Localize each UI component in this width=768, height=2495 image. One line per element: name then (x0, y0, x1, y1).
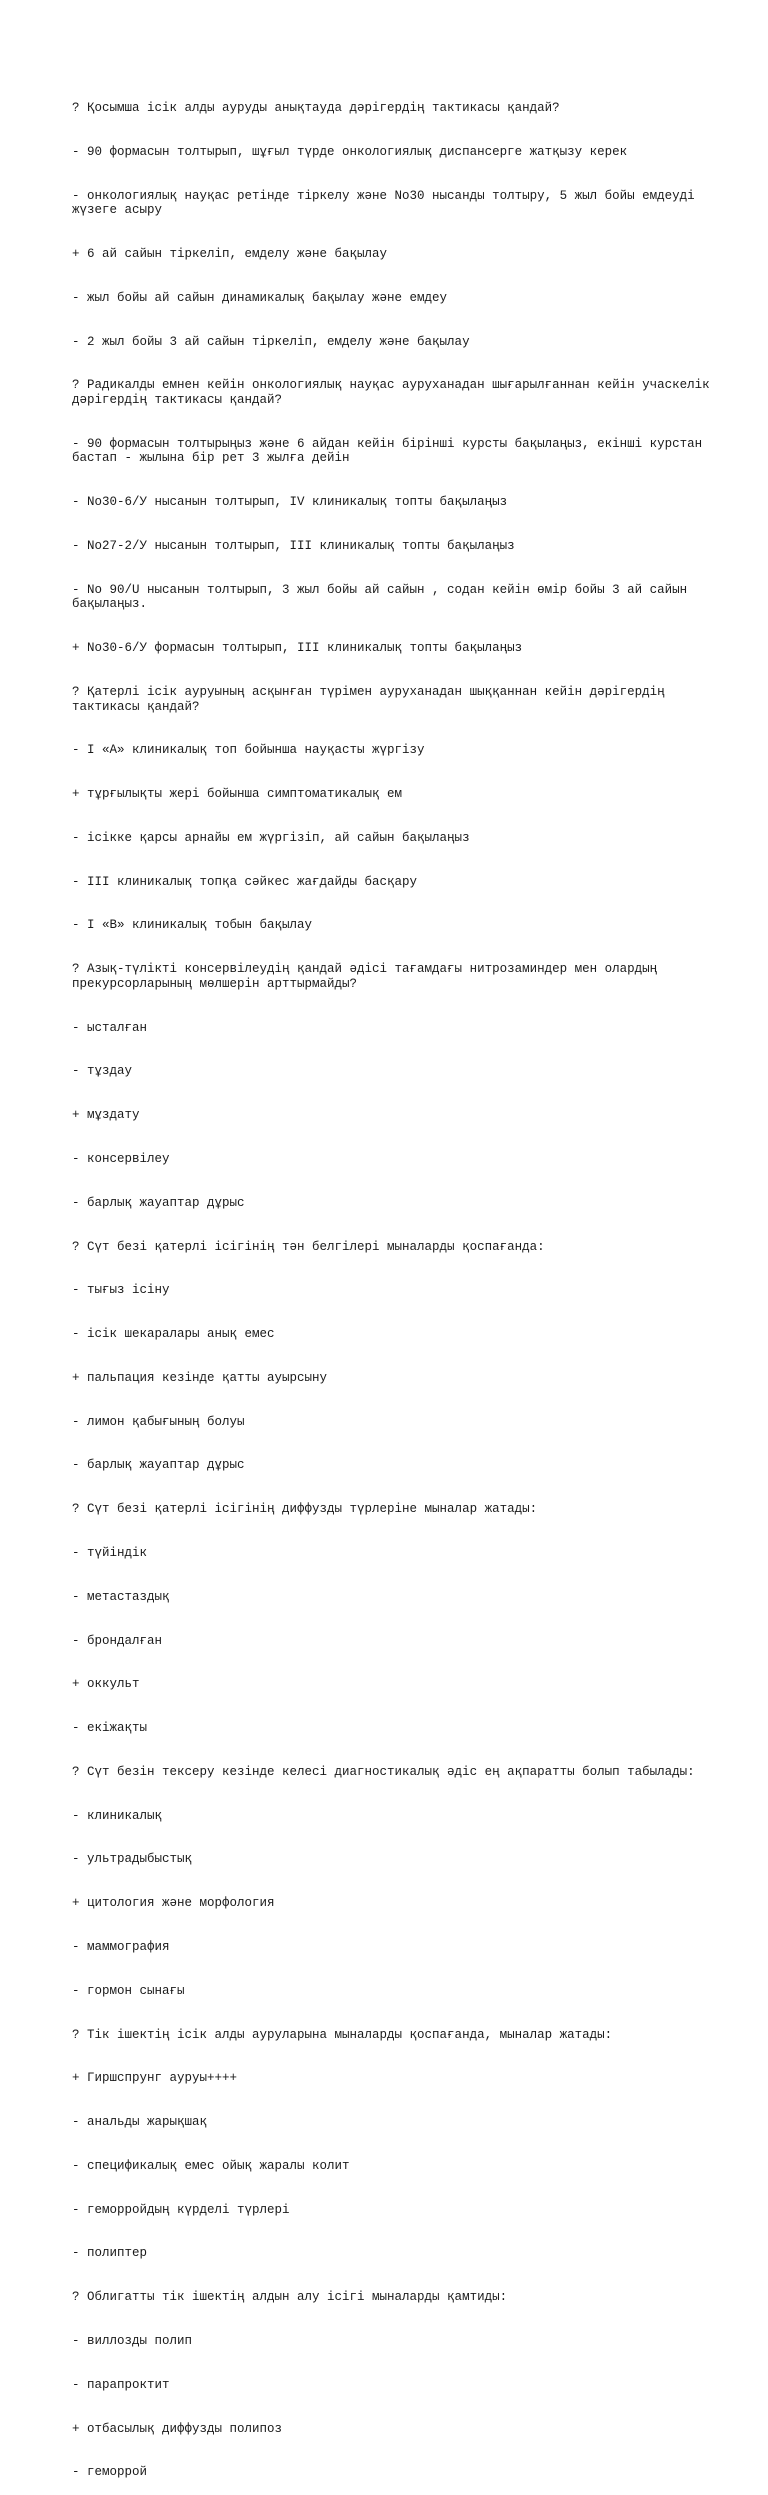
answer-option: - тұздау (72, 1064, 133, 1079)
answer-option: - ісікке қарсы арнайы ем жүргізіп, ай сайын бақылаңыз (72, 830, 470, 845)
answer-option: - I «А» клиникалық топ бойынша науқасты жүргізу (72, 743, 425, 758)
question-line: ? Азық-түлікті консервілеудің қандай әдісі тағамдағы нитрозаминдер мен олардың прекурсорларының мөлшерін арттырмайды? (72, 962, 665, 991)
answer-option: - парапроктит (72, 2377, 170, 2392)
answer-option: - 2 жыл бойы 3 ай сайын тіркеліп, емделу және бақылау (72, 334, 470, 349)
correct-answer-option: + тұрғылықты жері бойынша симптоматикалық ем (72, 787, 403, 802)
answer-option: - гормон сынағы (72, 1983, 185, 1998)
correct-answer-option: + пальпация кезінде қатты ауырсыну (72, 1370, 328, 1385)
question-line: ? Қатерлі ісік ауруының асқынған түрімен ауруханадан шыққаннан кейін дәрігердің тактикасы қандай? (72, 684, 673, 714)
question-line: ? Радикалды емнен кейін онкологиялық науқас ауруханадан шығарылғаннан кейін учаскелік дәрігердің тактикасы қандай? (72, 378, 718, 408)
answer-option: - маммография (72, 1940, 170, 1954)
answer-option: - геморройдың күрделі түрлері (72, 2202, 290, 2217)
answer-option: - барлық жауаптар дұрыс (72, 1458, 245, 1473)
answer-option: - түйіндік (72, 1545, 148, 1560)
answer-option: - 90 формасын толтырып, шұғыл түрде онкологиялық диспансерге жатқызу керек (72, 144, 628, 159)
question-line: ? Сүт безі қатерлі ісігінің диффузды түрлеріне мыналар жатады: (72, 1502, 538, 1517)
answer-option: - I «В» клиникалық тобын бақылау (72, 918, 313, 933)
correct-answer-option: + Гиршспрунг ауруы++++ (72, 2071, 238, 2086)
question-line: ? Сүт безі қатерлі ісігінің тән белгілері мыналарды қоспағанда: (72, 1239, 545, 1254)
answer-option: - лимон қабығының болуы (72, 1414, 245, 1429)
correct-answer-option: + отбасылық диффузды полипоз (72, 2421, 283, 2436)
answer-option: - метастаздық (72, 1589, 170, 1604)
answer-option: - No30-6/У нысанын толтырып, IV клиникалық топты бақылаңыз (72, 495, 508, 510)
correct-answer-option: + оккульт (72, 1677, 140, 1692)
answer-option: - полиптер (72, 2246, 148, 2261)
document-page (72, 72, 718, 2495)
answer-option: - III клиникалық топқа сәйкес жағдайды басқару (72, 874, 418, 889)
answer-option: - барлық жауаптар дұрыс (72, 1195, 245, 1210)
answer-option: - ісік шекаралары анық емес (72, 1327, 275, 1342)
answer-option: - клиникалық (72, 1808, 163, 1823)
answer-option: - анальды жарықшақ (72, 2115, 208, 2130)
answer-option: - No 90/U нысанын толтырып, 3 жыл бойы ай сайын , содан кейін өмір бойы 3 ай сайын бақылаңыз. (72, 582, 695, 612)
answer-option: - ультрадыбыстық (72, 1852, 193, 1867)
answer-option: - виллозды полип (72, 2334, 193, 2349)
answer-option: - спецификалық емес ойық жаралы колит (72, 2158, 350, 2173)
answer-option: - 90 формасын толтырыңыз және 6 айдан кейін бірінші курсты бақылаңыз, екінші курстан бастап - жылына бір рет 3 жылға дейін (72, 436, 710, 466)
answer-option: - геморрой (72, 2465, 148, 2480)
question-line: ? Тік ішектің ісік алды ауруларына мыналарды қоспағанда, мыналар жатады: (72, 2027, 613, 2042)
question-line: ? Қосымша ісік алды ауруды анықтауда дәрігердің тактикасы қандай? (72, 101, 560, 116)
question-line: ? Сүт безін тексеру кезінде келесі диагностикалық әдіс ең ақпаратты болып табылады: (72, 1764, 695, 1779)
answer-option: - екіжақты (72, 1721, 148, 1736)
question-line: ? Облигатты тік ішектің алдын алу ісігі мыналарды қамтиды: (72, 2290, 508, 2305)
answer-option: - жыл бойы ай сайын динамикалық бақылау және емдеу (72, 290, 448, 305)
answer-option: - ысталған (72, 1020, 148, 1035)
answer-option: - брондалған (72, 1633, 163, 1648)
correct-answer-option: + No30-6/У формасын толтырып, III клиникалық топты бақылаңыз (72, 641, 523, 656)
correct-answer-option: + мұздату (72, 1108, 140, 1123)
answer-option: - онкологиялық науқас ретінде тіркелу және No30 нысанды толтыру, 5 жыл бойы емдеуді жүзеге асыру (72, 188, 703, 218)
correct-answer-option: + 6 ай сайын тіркеліп, емделу және бақылау (72, 247, 388, 262)
answer-option: - тығыз ісіну (72, 1283, 170, 1298)
correct-answer-option: + цитология және морфология (72, 1896, 275, 1911)
answer-option: - No27-2/У нысанын толтырып, III клиникалық топты бақылаңыз (72, 539, 515, 553)
answer-option: - консервілеу (72, 1151, 170, 1166)
